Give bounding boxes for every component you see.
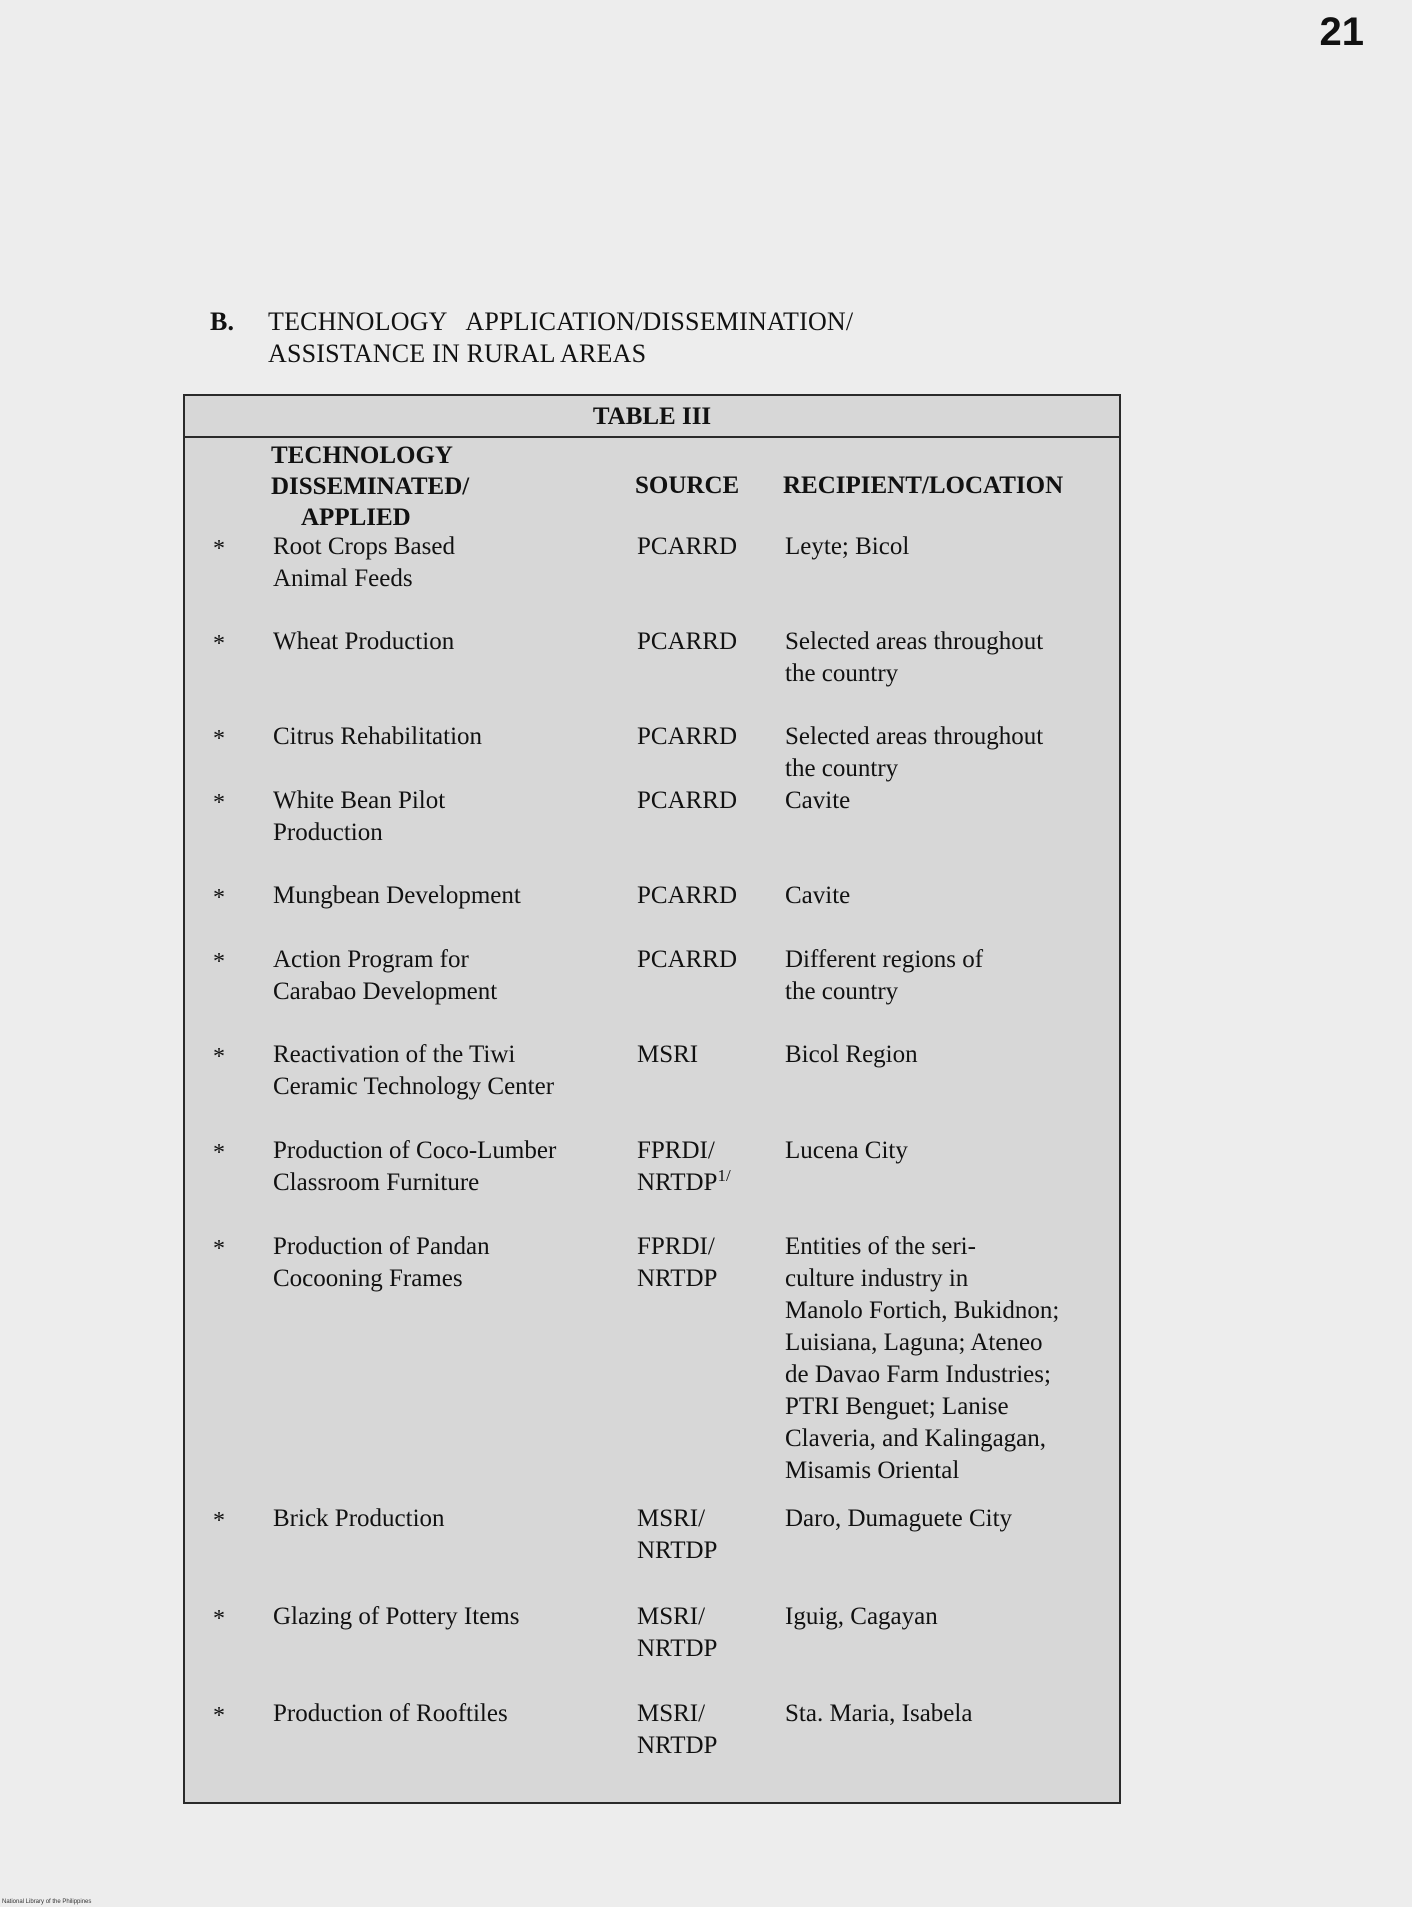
row-marker: *: [213, 1606, 225, 1632]
location-cell: [785, 880, 1115, 912]
source-cell-line: NRTDP: [637, 1169, 718, 1196]
location-cell: [785, 1135, 1115, 1167]
source-cell: [637, 1503, 777, 1567]
technology-cell-line: Action Program for: [273, 946, 469, 973]
row-marker: *: [213, 1703, 225, 1729]
location-cell-line: Leyte; Bicol: [785, 533, 910, 560]
technology-cell: [273, 785, 633, 849]
section-title-line-1: TECHNOLOGY APPLICATION/DISSEMINATION/: [268, 307, 854, 336]
table-header: [185, 438, 1119, 538]
technology-cell: [273, 1601, 633, 1633]
source-cell: [637, 785, 777, 817]
row-marker: *: [213, 1236, 225, 1262]
location-cell: [785, 1039, 1115, 1071]
section-title-line-2: ASSISTANCE IN RURAL AREAS: [268, 339, 647, 368]
technology-cell-line: Production of Rooftiles: [273, 1700, 508, 1727]
technology-cell: [273, 1698, 633, 1730]
row-marker: *: [213, 949, 225, 975]
location-cell-line: Sta. Maria, Isabela: [785, 1700, 973, 1727]
source-cell-line: PCARRD: [637, 533, 738, 560]
row-marker: *: [213, 1044, 225, 1070]
location-cell: [785, 944, 1115, 1008]
header-source: SOURCE: [635, 472, 740, 499]
location-cell: [785, 721, 1115, 785]
row-marker: *: [213, 1140, 225, 1166]
location-cell: [785, 1231, 1115, 1487]
location-cell-line: Claveria, and Kalingagan,: [785, 1425, 1047, 1452]
source-cell: [637, 721, 777, 753]
technology-cell-line: Carabao Development: [273, 978, 498, 1005]
row-marker: *: [213, 631, 225, 657]
section-title: [268, 306, 853, 370]
technology-cell-line: Brick Production: [273, 1505, 445, 1532]
technology-cell: [273, 1039, 633, 1103]
table-title: TABLE III: [185, 396, 1119, 438]
technology-cell-line: Cocooning Frames: [273, 1265, 463, 1292]
source-cell: [637, 880, 777, 912]
technology-cell: [273, 721, 633, 753]
technology-cell-line: Root Crops Based: [273, 533, 455, 560]
source-cell-line: MSRI/: [637, 1700, 706, 1727]
source-cell: [637, 1231, 777, 1295]
location-cell-line: Daro, Dumaguete City: [785, 1505, 1013, 1532]
row-marker: *: [213, 885, 225, 911]
row-marker: *: [213, 726, 225, 752]
technology-cell: [273, 1503, 633, 1535]
source-cell-line: NRTDP: [637, 1732, 718, 1759]
location-cell-line: Manolo Fortich, Bukidnon;: [785, 1297, 1060, 1324]
row-marker: *: [213, 790, 225, 816]
source-cell-line: NRTDP: [637, 1265, 718, 1292]
source-cell: [637, 1601, 777, 1665]
location-cell-line: Entities of the seri-: [785, 1233, 976, 1260]
location-cell-line: Lucena City: [785, 1137, 908, 1164]
location-cell-line: the country: [785, 755, 899, 782]
technology-cell: [273, 531, 633, 595]
location-cell-line: Misamis Oriental: [785, 1457, 960, 1484]
table-iii: [183, 394, 1121, 1804]
source-cell-line: PCARRD: [637, 882, 738, 909]
location-cell-line: Selected areas throughout: [785, 723, 1044, 750]
source-cell-line: MSRI: [637, 1041, 699, 1068]
technology-cell-line: Animal Feeds: [273, 565, 413, 592]
header-technology-line-1: TECHNOLOGY: [271, 442, 453, 469]
location-cell-line: the country: [785, 660, 899, 687]
technology-cell: [273, 1231, 633, 1295]
technology-cell-line: Citrus Rehabilitation: [273, 723, 483, 750]
source-cell-line: PCARRD: [637, 946, 738, 973]
technology-cell-line: Glazing of Pottery Items: [273, 1603, 520, 1630]
location-cell-line: the country: [785, 978, 899, 1005]
technology-cell: [273, 1135, 633, 1199]
location-cell: [785, 1503, 1115, 1535]
technology-cell: [273, 944, 633, 1008]
source-cell: [637, 531, 777, 563]
row-marker: *: [213, 536, 225, 562]
source-footnote-marker: 1/: [717, 1166, 731, 1185]
location-cell-line: Cavite: [785, 787, 851, 814]
footer-note: National Library of the Philippines: [2, 1899, 92, 1905]
location-cell-line: Cavite: [785, 882, 851, 909]
source-cell-line: FPRDI/: [637, 1137, 715, 1164]
location-cell: [785, 626, 1115, 690]
technology-cell-line: Classroom Furniture: [273, 1169, 480, 1196]
source-cell-line: PCARRD: [637, 723, 738, 750]
location-cell-line: Luisiana, Laguna; Ateneo: [785, 1329, 1043, 1356]
location-cell-line: culture industry in: [785, 1265, 969, 1292]
source-cell: [637, 1135, 777, 1199]
location-cell-line: PTRI Benguet; Lanise: [785, 1393, 1009, 1420]
source-cell-line: PCARRD: [637, 787, 738, 814]
location-cell-line: Bicol Region: [785, 1041, 918, 1068]
location-cell-line: Different regions of: [785, 946, 984, 973]
technology-cell: [273, 626, 633, 658]
row-marker: *: [213, 1508, 225, 1534]
technology-cell-line: Production: [273, 819, 383, 846]
location-cell: [785, 1698, 1115, 1730]
location-cell-line: Iguig, Cagayan: [785, 1603, 938, 1630]
location-cell-line: Selected areas throughout: [785, 628, 1044, 655]
location-cell-line: de Davao Farm Industries;: [785, 1361, 1051, 1388]
source-cell-line: MSRI/: [637, 1505, 706, 1532]
page-number: 21: [1319, 10, 1364, 54]
technology-cell-line: Reactivation of the Tiwi: [273, 1041, 516, 1068]
source-cell-line: MSRI/: [637, 1603, 706, 1630]
technology-cell-line: Mungbean Development: [273, 882, 521, 909]
technology-cell-line: White Bean Pilot: [273, 787, 446, 814]
technology-cell-line: Production of Coco-Lumber: [273, 1137, 557, 1164]
section-letter: B.: [210, 307, 235, 336]
source-cell: [637, 626, 777, 658]
source-cell: [637, 1698, 777, 1762]
header-technology: [271, 440, 469, 533]
location-cell: [785, 785, 1115, 817]
source-cell: [637, 1039, 777, 1071]
location-cell: [785, 1601, 1115, 1633]
technology-cell-line: Production of Pandan: [273, 1233, 490, 1260]
header-technology-line-2: DISSEMINATED/: [271, 473, 470, 500]
header-recipient: RECIPIENT/LOCATION: [783, 472, 1064, 499]
source-cell-line: FPRDI/: [637, 1233, 715, 1260]
source-cell-line: PCARRD: [637, 628, 738, 655]
source-cell: [637, 944, 777, 976]
technology-cell-line: Wheat Production: [273, 628, 455, 655]
location-cell: [785, 531, 1115, 563]
header-technology-line-3: APPLIED: [301, 504, 411, 531]
technology-cell-line: Ceramic Technology Center: [273, 1073, 555, 1100]
source-cell-line: NRTDP: [637, 1635, 718, 1662]
technology-cell: [273, 880, 633, 912]
source-cell-line: NRTDP: [637, 1537, 718, 1564]
